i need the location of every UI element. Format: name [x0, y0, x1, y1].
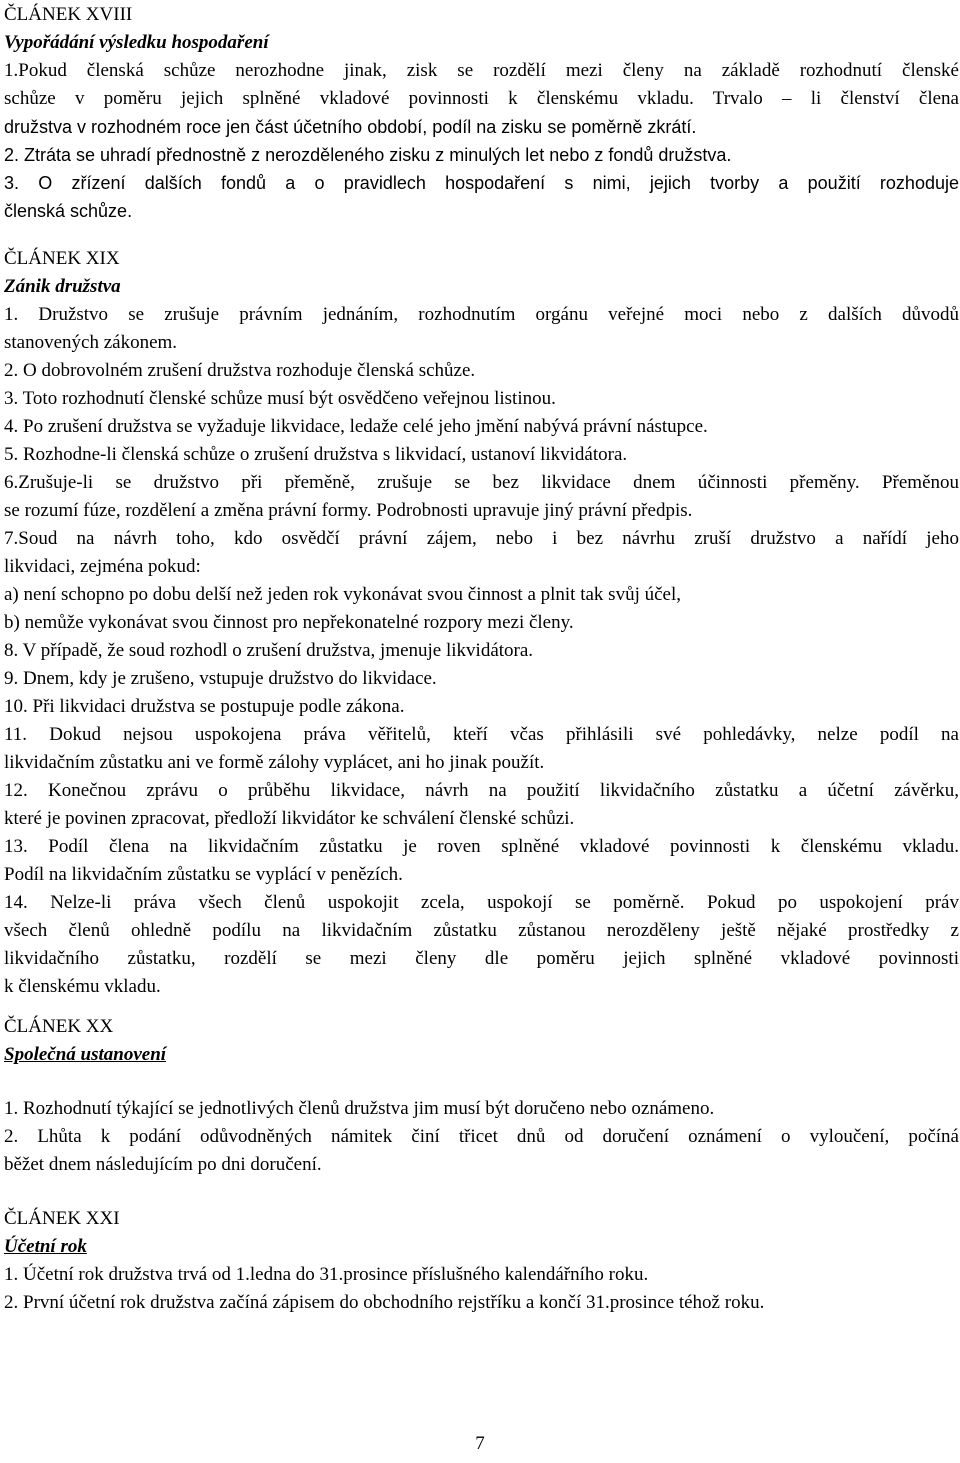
- paragraph-line: Podíl na likvidačním zůstatku se vyplácí v penězích.: [4, 864, 403, 885]
- paragraph-line: schůze v poměru jejich splněné vkladové povinnosti k členskému vkladu. Trvalo – li členství člena: [4, 88, 959, 109]
- paragraph-line: 1.Pokud členská schůze nerozhodne jinak, zisk se rozdělí mezi členy na základě rozhodnutí členské: [4, 60, 959, 81]
- article-heading: ČLÁNEK XIX: [4, 248, 120, 269]
- paragraph-line: stanovených zákonem.: [4, 332, 178, 353]
- paragraph-line: 2. První účetní rok družstva začíná zápisem do obchodního rejstříku a končí 31.prosince téhož roku.: [4, 1292, 765, 1313]
- article-heading: ČLÁNEK XX: [4, 1016, 114, 1037]
- paragraph-line: 14. Nelze-li práva všech členů uspokojit zcela, uspokojí se poměrně. Pokud po uspokojení práv: [4, 892, 959, 913]
- paragraph-line: 8. V případě, že soud rozhodl o zrušení družstva, jmenuje likvidátora.: [4, 640, 534, 661]
- paragraph-line: b) nemůže vykonávat svou činnost pro nepřekonatelné rozpory mezi členy.: [4, 612, 574, 633]
- paragraph-line: 2. O dobrovolném zrušení družstva rozhoduje členská schůze.: [4, 360, 476, 381]
- paragraph-line: běžet dnem následujícím po dni doručení.: [4, 1154, 322, 1175]
- paragraph-line: družstva v rozhodném roce jen část účetního období, podíl na zisku se poměrně zkrátí.: [4, 117, 697, 137]
- article-heading: ČLÁNEK XXI: [4, 1208, 120, 1229]
- paragraph-line: 2. Lhůta k podání odůvodněných námitek činí třicet dnů od doručení oznámení o vyloučení, počíná: [4, 1126, 959, 1147]
- paragraph-line: 5. Rozhodne-li členská schůze o zrušení družstva s likvidací, ustanoví likvidátora.: [4, 444, 628, 465]
- article-title: Zánik družstva: [4, 276, 121, 297]
- article-title: Účetní rok: [4, 1236, 87, 1257]
- paragraph-line: 9. Dnem, kdy je zrušeno, vstupuje družstvo do likvidace.: [4, 668, 437, 689]
- paragraph-line: 7.Soud na návrh toho, kdo osvědčí právní zájem, nebo i bez návrhu zruší družstvo a nařídí jeho: [4, 528, 959, 549]
- paragraph-line: likvidačním zůstatku ani ve formě zálohy vyplácet, ani ho jinak použít.: [4, 752, 545, 773]
- paragraph-line: 11. Dokud nejsou uspokojena práva věřitelů, kteří včas přihlásili své pohledávky, nelze podíl na: [4, 724, 959, 745]
- article-title: Společná ustanovení: [4, 1044, 167, 1065]
- paragraph-line: 3. O zřízení dalších fondů a o pravidlech hospodaření s nimi, jejich tvorby a použití rozhoduje: [4, 173, 959, 193]
- paragraph-line: 2. Ztráta se uhradí přednostně z nerozděleného zisku z minulých let nebo z fondů družstva.: [4, 145, 732, 165]
- paragraph-line: 1. Účetní rok družstva trvá od 1.ledna do 31.prosince příslušného kalendářního roku.: [4, 1264, 649, 1285]
- paragraph-line: 13. Podíl člena na likvidačním zůstatku je roven splněné vkladové povinnosti k členskému vkladu.: [4, 836, 959, 857]
- paragraph-line: všech členů ohledně podílu na likvidačním zůstatku zůstanou nerozděleny ještě nějaké prostředky z: [4, 920, 959, 941]
- paragraph-line: likvidaci, zejména pokud:: [4, 556, 201, 577]
- paragraph-line: 6.Zrušuje-li se družstvo při přeměně, zrušuje se bez likvidace dnem účinnosti přeměny. Přeměnou: [4, 472, 959, 493]
- paragraph-line: k členskému vkladu.: [4, 976, 161, 997]
- paragraph-line: 4. Po zrušení družstva se vyžaduje likvidace, ledaže celé jeho jmění nabývá právní nástupce.: [4, 416, 708, 437]
- paragraph-line: 1. Družstvo se zrušuje právním jednáním, rozhodnutím orgánu veřejné moci nebo z dalších důvodů: [4, 304, 959, 325]
- article-21: [4, 1205, 959, 1317]
- article-heading: ČLÁNEK XVIII: [4, 4, 133, 25]
- paragraph-line: které je povinen zpracovat, předloží likvidátor ke schválení členské schůzi.: [4, 808, 575, 829]
- article-19: [4, 245, 959, 1001]
- paragraph-line: 10. Při likvidaci družstva se postupuje podle zákona.: [4, 696, 405, 717]
- paragraph-line: likvidačního zůstatku, rozdělí se mezi členy dle poměru jejich splněné vkladové povinnosti: [4, 948, 959, 969]
- article-18: [4, 1, 959, 225]
- paragraph-line: 12. Konečnou zprávu o průběhu likvidace, návrh na použití likvidačního zůstatku a účetní závěrku,: [4, 780, 959, 801]
- article-20: [4, 1013, 959, 1069]
- paragraph-line: 3. Toto rozhodnutí členské schůze musí být osvědčeno veřejnou listinou.: [4, 388, 556, 409]
- paragraph-line: a) není schopno po dobu delší než jeden rok vykonávat svou činnost a plnit tak svůj účel,: [4, 584, 681, 605]
- article-20-body: [4, 1095, 959, 1179]
- paragraph-line: 1. Rozhodnutí týkající se jednotlivých členů družstva jim musí být doručeno nebo oznámeno.: [4, 1098, 715, 1119]
- paragraph-line: se rozumí fúze, rozdělení a změna právní formy. Podrobnosti upravuje jiný právní předpis.: [4, 500, 693, 521]
- article-title: Vypořádání výsledku hospodaření: [4, 32, 269, 53]
- page-number: 7: [475, 1433, 485, 1454]
- paragraph-line: členská schůze.: [4, 201, 133, 221]
